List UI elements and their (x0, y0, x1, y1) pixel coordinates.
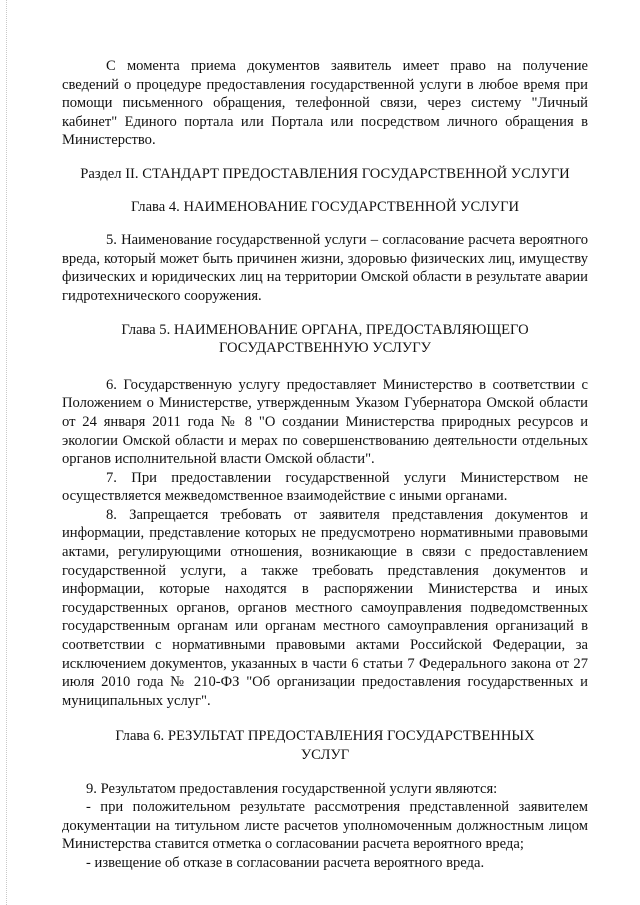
paragraph-6: 6. Государственную услугу предоставляет Министерство в соответствии с Положением о Министерстве, утвержденным Указом Губернатора Омской области от 24 января 2011 года № 8 "О создании Министерства природных ресурсов и экологии Омской области и мерах по совершенствованию деятельности отдельных органов исполнительной власти Омской области". (62, 376, 588, 468)
paragraph-7: 7. При предоставлении государственной услуги Министерством не осуществляется межведомственное взаимодействие с иными органами. (62, 469, 588, 505)
paragraph-9-item-2: - извещение об отказе в согласовании расчета вероятного вреда. (86, 854, 485, 871)
chapter-5-title-line-1: Глава 5. НАИМЕНОВАНИЕ ОРГАНА, ПРЕДОСТАВЛЯЮЩЕГО (121, 321, 529, 338)
paragraph-9: 9. Результатом предоставления государственной услуги являются: (86, 780, 498, 797)
chapter-4-title: Глава 4. НАИМЕНОВАНИЕ ГОСУДАРСТВЕННОЙ УСЛУГИ (130, 198, 520, 215)
intro-paragraph: С момента приема документов заявитель имеет право на получение сведений о процедуре предоставления государственной услуги в любое время при помощи письменного обращения, телефонной связи, через систему "Личный кабинет" Единого портала или Портала или посредством личного обращения в Министерство. (62, 58, 588, 149)
chapter-6-title-line-1: Глава 6. РЕЗУЛЬТАТ ПРЕДОСТАВЛЕНИЯ ГОСУДАРСТВЕННЫХ (115, 728, 535, 745)
binding-margin-line (6, 0, 9, 905)
paragraph-9-item-1: - при положительном результате рассмотрения представленной заявителем документации на титульном листе расчетов уполномоченным должностным лицом Министерства ставится отметка о согласовании расчета вероятного вреда; (62, 799, 588, 853)
chapter-6-title-line-2: УСЛУГ (300, 747, 350, 763)
document-body (62, 57, 588, 873)
paragraph-5: 5. Наименование государственной услуги – согласование расчета вероятного вреда, который может быть причинен жизни, здоровью физических лиц, имуществу физических и юридических лиц на территории Омской области в результате аварии гидротехнического сооружения. (62, 232, 588, 304)
chapter-5-title-line-2: ГОСУДАРСТВЕННУЮ УСЛУГУ (218, 340, 432, 357)
paragraph-8: 8. Запрещается требовать от заявителя представления документов и информации, представление которых не предусмотрено нормативными правовыми актами, регулирующими отношения, возникающие в связи с предоставлением государственной услуги, а также требовать представления документов и информации, которые находятся в распоряжении Министерства и иных государственных органов, органов местного самоуправления подведомственных государственным органам или органам местного самоуправления организаций в соответствии с нормативными правовыми актами Российской Федерации, за исключением документов, указанных в части 6 статьи 7 Федерального закона от 27 июля 2010 года № 210-ФЗ "Об организации предоставления государственных и муниципальных услуг". (62, 506, 588, 709)
section-title: Раздел II. СТАНДАРТ ПРЕДОСТАВЛЕНИЯ ГОСУДАРСТВЕННОЙ УСЛУГИ (80, 165, 570, 182)
